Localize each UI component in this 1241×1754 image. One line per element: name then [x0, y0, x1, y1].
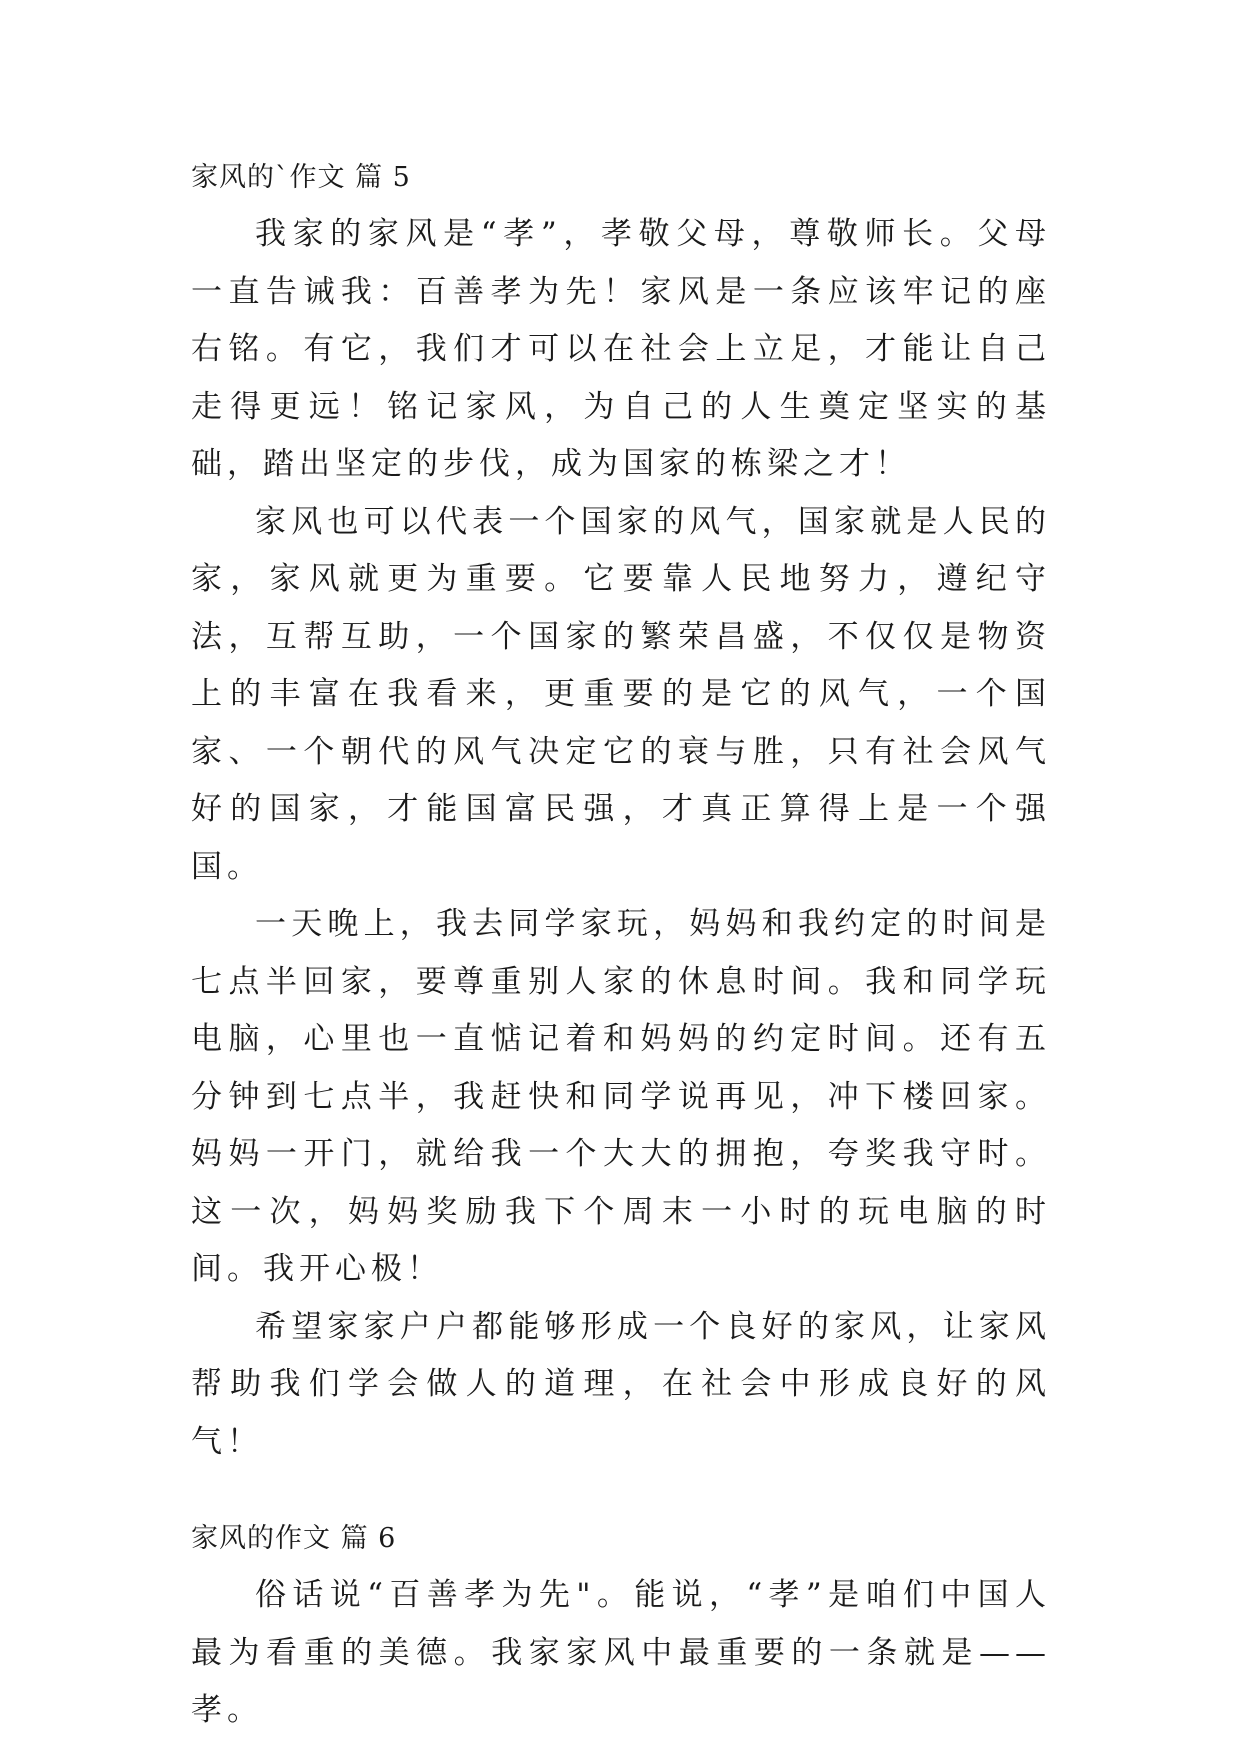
essay-section-6 [191, 1511, 1051, 1740]
section-heading: 家风的作文 篇 6 [191, 1523, 397, 1554]
paragraph: 我家的家风是“孝”，孝敬父母，尊敬师长。父母一直告诫我：百善孝为先！家风是一条应该牢记的座右铭。有它，我们才可以在社会上立足，才能让自己走得更远！铭记家风，为自己的人生奠定坚实的基础，踏出坚定的步伐，成为国家的栋梁之才！ [191, 216, 1051, 482]
essay-section-5 [191, 150, 1051, 1471]
section-heading: 家风的`作文 篇 5 [191, 162, 411, 193]
paragraph: 家风也可以代表一个国家的风气，国家就是人民的家，家风就更为重要。它要靠人民地努力，遵纪守法，互帮互助，一个国家的繁荣昌盛，不仅仅是物资上的丰富在我看来，更重要的是它的风气，一个国家、一个朝代的风气决定它的衰与胜，只有社会风气好的国家，才能国富民强，才真正算得上是一个强国。 [191, 503, 1051, 885]
paragraph: 一天晚上，我去同学家玩，妈妈和我约定的时间是七点半回家，要尊重别人家的休息时间。我和同学玩电脑，心里也一直惦记着和妈妈的约定时间。还有五分钟到七点半，我赶快和同学说再见，冲下楼回家。妈妈一开门，就给我一个大大的拥抱，夸奖我守时。这一次，妈妈奖励我下个周末一小时的玩电脑的时间。我开心极！ [191, 906, 1051, 1287]
section-spacer [191, 1471, 1051, 1511]
document-page [191, 150, 1051, 1740]
paragraph: 俗话说“百善孝为先"。能说，“孝”是咱们中国人最为看重的美德。我家家风中最重要的一条就是——孝。 [191, 1577, 1051, 1728]
paragraph: 希望家家户户都能够形成一个良好的家风，让家风帮助我们学会做人的道理，在社会中形成良好的风气！ [191, 1308, 1051, 1460]
